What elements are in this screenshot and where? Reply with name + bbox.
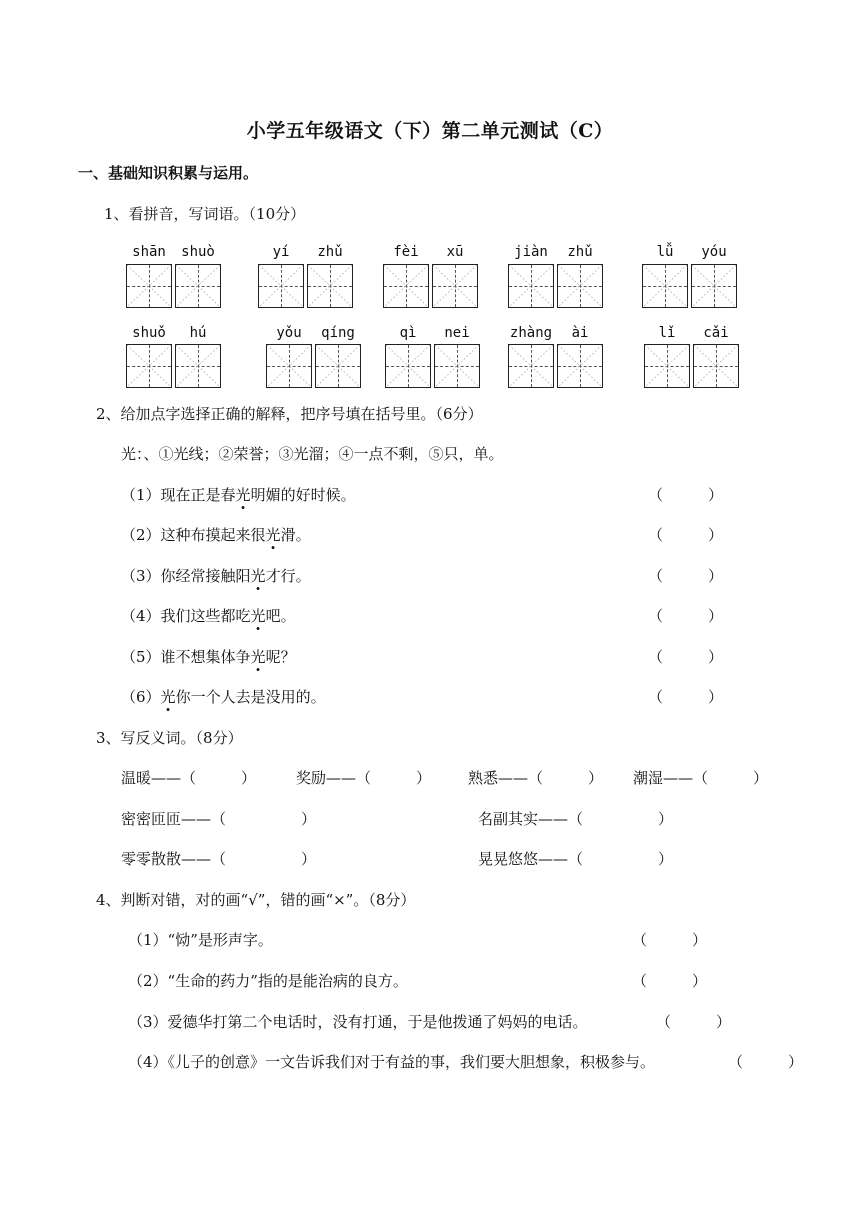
meaning-item bbox=[121, 524, 311, 545]
writing-grid-cell[interactable] bbox=[126, 264, 172, 308]
item-text: 你一个人去是没用的。 bbox=[175, 688, 326, 706]
item-text: 才行。 bbox=[265, 567, 311, 585]
question-2-options: 光：、①光线；②荣誉；③光溜；④一点不剩，⑤只，单。 bbox=[121, 445, 504, 463]
writing-grid-cell[interactable] bbox=[642, 264, 688, 308]
item-text: （3）你经常接触阳 bbox=[121, 567, 251, 585]
writing-grid-cell[interactable] bbox=[644, 344, 690, 388]
writing-grid-cell[interactable] bbox=[307, 264, 353, 308]
pinyin-syllable: lǚ bbox=[656, 244, 674, 260]
dotted-character: 光 bbox=[160, 688, 176, 706]
dotted-character: 光 bbox=[250, 567, 266, 585]
pinyin-syllable: lǐ bbox=[658, 325, 676, 341]
answer-paren[interactable]: （ ） bbox=[648, 526, 724, 544]
writing-grid-cell[interactable] bbox=[258, 264, 304, 308]
writing-grid-cell[interactable] bbox=[508, 264, 554, 308]
writing-grid-cell[interactable] bbox=[434, 344, 480, 388]
pinyin-syllable: fèi bbox=[393, 244, 419, 260]
writing-grid-cell[interactable] bbox=[383, 264, 429, 308]
question-1-label: 1、看拼音，写词语。（10分） bbox=[104, 205, 306, 223]
writing-grid-cell[interactable] bbox=[385, 344, 431, 388]
pinyin-syllable: yí bbox=[272, 244, 290, 260]
judge-item: （1）“恸”是形声字。 bbox=[128, 931, 273, 949]
pinyin-syllable: qì bbox=[399, 325, 417, 341]
writing-grid-cell[interactable] bbox=[691, 264, 737, 308]
judge-item: （2）“生命的药力”指的是能治病的良方。 bbox=[128, 972, 408, 990]
dotted-character: 光 bbox=[250, 648, 266, 666]
answer-paren[interactable]: （ ） bbox=[632, 972, 708, 990]
antonym-item[interactable]: 零零散散——（ ） bbox=[121, 850, 317, 868]
writing-grid-cell[interactable] bbox=[175, 344, 221, 388]
pinyin-syllable: cǎi bbox=[703, 325, 729, 341]
pinyin-syllable: shān bbox=[132, 244, 166, 260]
pinyin-syllable: shuò bbox=[181, 244, 215, 260]
writing-grid-cell[interactable] bbox=[175, 264, 221, 308]
pinyin-syllable: zhǔ bbox=[317, 244, 343, 260]
writing-grid-cell[interactable] bbox=[508, 344, 554, 388]
antonym-item[interactable]: 温暖——（ ） bbox=[121, 769, 257, 787]
item-text: 明媚的好时候。 bbox=[250, 486, 356, 504]
answer-paren[interactable]: （ ） bbox=[728, 1053, 804, 1071]
meaning-item bbox=[121, 484, 356, 505]
answer-paren[interactable]: （ ） bbox=[648, 607, 724, 625]
pinyin-syllable: hú bbox=[189, 325, 207, 341]
answer-paren[interactable]: （ ） bbox=[648, 688, 724, 706]
answer-paren[interactable]: （ ） bbox=[632, 931, 708, 949]
writing-grid-cell[interactable] bbox=[432, 264, 478, 308]
antonym-item[interactable]: 名副其实——（ ） bbox=[478, 810, 674, 828]
antonym-item[interactable]: 奖励——（ ） bbox=[296, 769, 432, 787]
antonym-item[interactable]: 密密匝匝——（ ） bbox=[121, 810, 317, 828]
pinyin-syllable: zhǔ bbox=[567, 244, 593, 260]
item-text: 吧。 bbox=[265, 607, 296, 625]
meaning-item bbox=[121, 686, 326, 707]
dotted-character: 光 bbox=[250, 607, 266, 625]
answer-paren[interactable]: （ ） bbox=[648, 486, 724, 504]
judge-item: （3）爱德华打第二个电话时，没有打通，于是他拨通了妈妈的电话。 bbox=[128, 1013, 588, 1031]
item-text: （6） bbox=[121, 688, 161, 706]
meaning-item bbox=[121, 646, 296, 667]
pinyin-syllable: zhàng bbox=[509, 325, 553, 341]
writing-grid-cell[interactable] bbox=[693, 344, 739, 388]
item-text: （2）这种布摸起来很 bbox=[121, 526, 266, 544]
dotted-character: 光 bbox=[265, 526, 281, 544]
writing-grid-cell[interactable] bbox=[266, 344, 312, 388]
item-text: （4）我们这些都吃 bbox=[121, 607, 251, 625]
page-title: 小学五年级语文（下）第二单元测试（C） bbox=[246, 120, 614, 142]
antonym-item[interactable]: 熟悉——（ ） bbox=[468, 769, 604, 787]
item-text: （1）现在正是春 bbox=[121, 486, 236, 504]
question-2-label: 2、给加点字选择正确的解释，把序号填在括号里。（6分） bbox=[96, 405, 483, 423]
pinyin-syllable: nei bbox=[444, 325, 470, 341]
pinyin-syllable: shuǒ bbox=[132, 325, 166, 341]
answer-paren[interactable]: （ ） bbox=[656, 1013, 732, 1031]
writing-grid-cell[interactable] bbox=[557, 264, 603, 308]
dotted-character: 光 bbox=[235, 486, 251, 504]
meaning-item bbox=[121, 605, 296, 626]
pinyin-syllable: ài bbox=[571, 325, 589, 341]
question-3-label: 3、写反义词。（8分） bbox=[96, 729, 243, 747]
question-4-label: 4、判断对错，对的画“√”，错的画“×”。（8分） bbox=[96, 891, 416, 909]
answer-paren[interactable]: （ ） bbox=[648, 648, 724, 666]
pinyin-syllable: yǒu bbox=[276, 325, 302, 341]
antonym-item[interactable]: 晃晃悠悠——（ ） bbox=[478, 850, 674, 868]
pinyin-syllable: qíng bbox=[321, 325, 355, 341]
pinyin-syllable: xū bbox=[446, 244, 464, 260]
writing-grid-cell[interactable] bbox=[126, 344, 172, 388]
item-text: 滑。 bbox=[280, 526, 311, 544]
item-text: （5）谁不想集体争 bbox=[121, 648, 251, 666]
section-heading: 一、基础知识积累与运用。 bbox=[78, 164, 259, 182]
writing-grid-cell[interactable] bbox=[315, 344, 361, 388]
answer-paren[interactable]: （ ） bbox=[648, 567, 724, 585]
writing-grid-cell[interactable] bbox=[557, 344, 603, 388]
pinyin-syllable: jiàn bbox=[514, 244, 548, 260]
item-text: 呢？ bbox=[265, 648, 296, 666]
judge-item: （4）《儿子的创意》一文告诉我们对于有益的事，我们要大胆想象，积极参与。 bbox=[128, 1053, 656, 1071]
meaning-item bbox=[121, 565, 311, 586]
pinyin-syllable: yóu bbox=[701, 244, 727, 260]
antonym-item[interactable]: 潮湿——（ ） bbox=[633, 769, 769, 787]
